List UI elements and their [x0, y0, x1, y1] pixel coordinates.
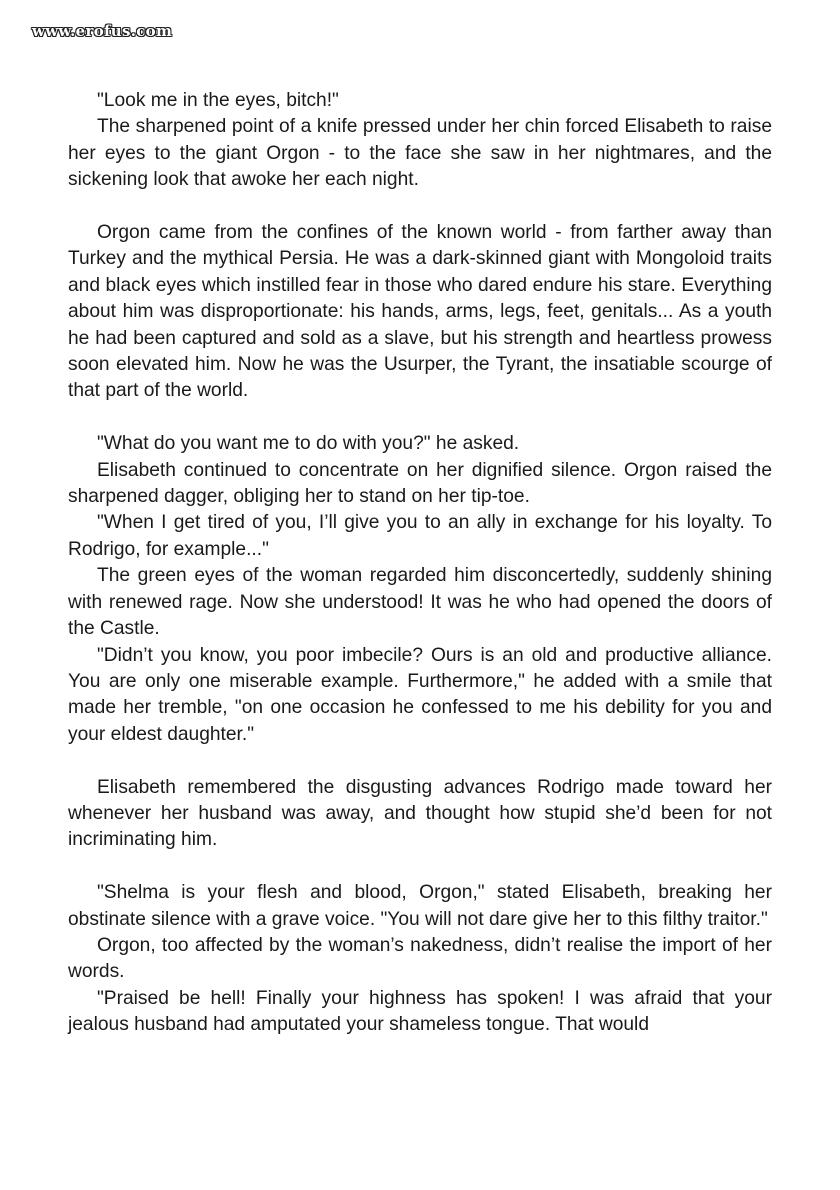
paragraph-2: The sharpened point of a knife pressed under her chin forced Elisabeth to raise her eyes to the giant Orgon - to the face she saw in her nightmares, and the sickening look that awoke her each night. — [68, 116, 772, 191]
paragraph-12: "Praised be hell! Finally your highness has spoken! I was afraid that your jealous husband had amputated your shameless tongue. That would — [68, 987, 772, 1036]
paragraph-8: "Didn’t you know, you poor imbecile? Ours is an old and productive alliance. You are only one miserable example. Furthermore," he added with a smile that made her tremble, "on one occasion he confessed to me his debility for you and your eldest daughter." — [68, 644, 772, 745]
paragraph-3: Orgon came from the confines of the known world - from farther away than Turkey and the mythical Persia. He was a dark-skinned giant with Mongoloid traits and black eyes which instilled fear in those who dared endure his stare. Everything about him was disproportionate: his hands, arms, legs, feet, genitals... As a youth he had been captured and sold as a slave, but his strength and heartless prowess soon elevated him. Now he was the Usurper, the Tyrant, the insatiable scourge of that part of the world. — [68, 222, 772, 402]
paragraph-1: "Look me in the eyes, bitch!" — [97, 90, 339, 111]
paragraph-7: The green eyes of the woman regarded him disconcertedly, suddenly shining with renewed rage. Now she understood! It was he who had opened the doors of the Castle. — [68, 565, 772, 640]
paragraph-10: "Shelma is your flesh and blood, Orgon," stated Elisabeth, breaking her obstinate silence with a grave voice. "You will not dare give her to this filthy traitor." — [68, 882, 772, 930]
paragraph-11: Orgon, too affected by the woman’s nakedness, didn’t realise the import of her words. — [68, 934, 772, 983]
story-text — [68, 88, 772, 1039]
paragraph-9: Elisabeth remembered the disgusting advances Rodrigo made toward her whenever her husband was away, and thought how stupid she’d been for not incriminating him. — [68, 776, 772, 851]
paragraph-5: Elisabeth continued to concentrate on her dignified silence. Orgon raised the sharpened dagger, obliging her to stand on her tip-toe. — [68, 459, 772, 508]
paragraph-4: "What do you want me to do with you?" he asked. — [97, 433, 520, 455]
site-watermark: www.erofus.com — [32, 22, 173, 40]
paragraph-6: "When I get tired of you, I’ll give you to an ally in exchange for his loyalty. To Rodrigo, for example..." — [68, 512, 772, 560]
